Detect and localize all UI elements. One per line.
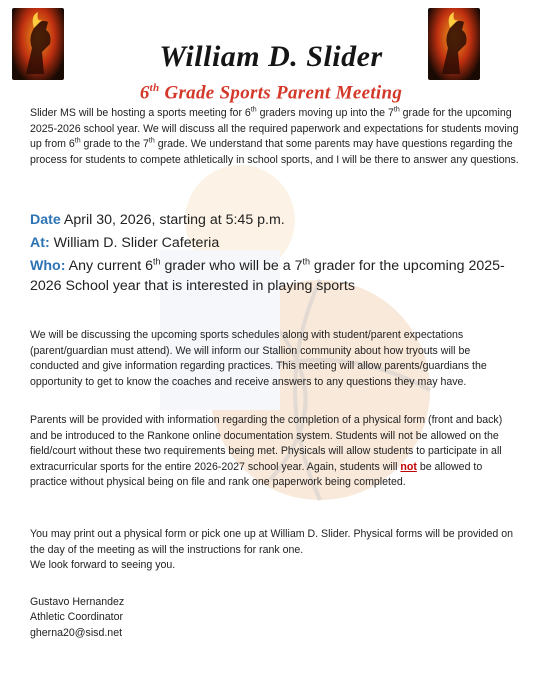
page-subtitle: 6th Grade Sports Parent Meeting (139, 82, 403, 104)
meeting-location: At: William D. Slider Cafeteria (30, 235, 220, 251)
page-title: William D. Slider (159, 40, 383, 73)
at-label: At: (30, 235, 50, 251)
intro-paragraph: Slider MS will be hosting a sports meeting for 6th graders moving up into the 7th grade for the upcoming 2025-2026 school year. We will discuss all the required paperwork and expectations for students moving up from 6th grade to the 7th grade. We understand that some parents may have questions regarding the process for students to compete athletically in school sports, and I will be there to answer any questions. (30, 106, 519, 166)
closing-line: We look forward to seeing you. (30, 559, 176, 571)
emphasis-not: not (400, 460, 417, 473)
meeting-date: Date April 30, 2026, starting at 5:45 p.m. (30, 212, 285, 228)
meeting-audience: Who: Any current 6th grader who will be a 7th grader for the upcoming 2025-2026 School year that is interested in playing sports (30, 256, 505, 294)
expectations-paragraph: We will be discussing the upcoming sports schedules along with student/parent expectations (parent/guardian must attend). We will inform our Stallion community about how tryouts will be conducted and give information regarding practices. This meeting will allow parents/guardians the opportunity to get to know the coaches and receive answers to any questions they may have. (30, 329, 487, 388)
signature-role: Athletic Coordinator (30, 611, 124, 623)
who-label: Who: (30, 258, 66, 274)
signature-name: Gustavo Hernandez (30, 596, 125, 608)
print-form-paragraph: You may print out a physical form or pick one up at William D. Slider. Physical forms will be provided on the day of the meeting as will the instructions for rank one. (30, 528, 514, 556)
signature-email[interactable]: gherna20@sisd.net (30, 627, 123, 639)
physical-form-paragraph: Parents will be provided with information regarding the completion of a physical form (front and back) and be introduced to the Rankone online documentation system. Students will not be allowed on the field/court without these two requirements being met. Physicals will allow students to participate in all extracurricular sports for the entire 2026-2027 school year. Again, students will not be allowed to practice without physical being on file and rank one paperwork being completed. (30, 414, 503, 488)
date-label: Date (30, 212, 61, 228)
